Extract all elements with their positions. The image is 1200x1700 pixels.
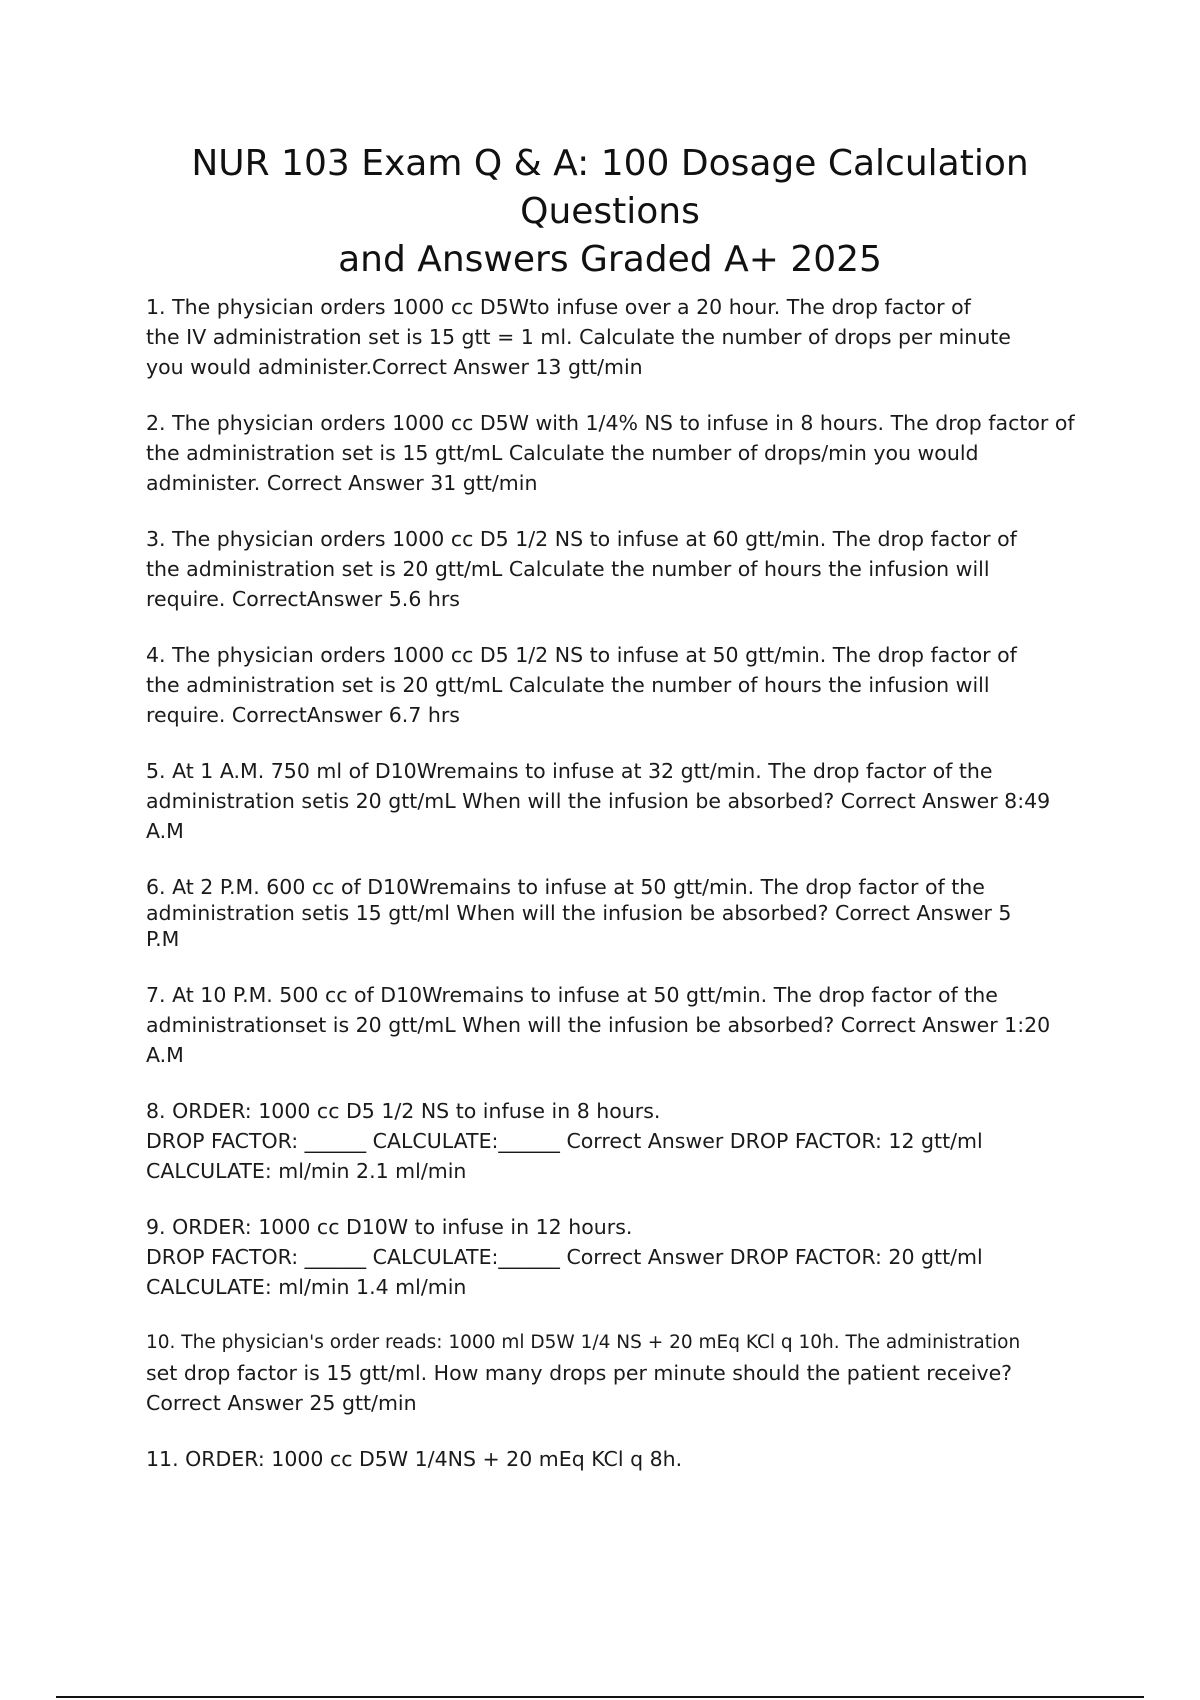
question-8: [146, 1096, 1086, 1186]
question-7: [146, 980, 1086, 1070]
question-line: CALCULATE: ml/min 2.1 ml/min: [146, 1159, 467, 1183]
question-line: administration setis 15 gtt/ml When will the infusion be absorbed? Correct Answer 5: [146, 901, 1012, 925]
question-line: require. CorrectAnswer 5.6 hrs: [146, 587, 460, 611]
title-line-2: and Answers Graded A+ 2025: [338, 239, 882, 280]
question-line: 10. The physician's order reads: 1000 ml D5W 1/4 NS + 20 mEq KCl q 10h. The administration: [146, 1332, 1021, 1353]
question-line: DROP FACTOR: ______ CALCULATE:______ Correct Answer DROP FACTOR: 20 gtt/ml: [146, 1245, 983, 1269]
question-list: [146, 292, 1086, 1500]
question-line: 3. The physician orders 1000 cc D5 1/2 NS to infuse at 60 gtt/min. The drop factor of: [146, 527, 1017, 551]
question-line: the IV administration set is 15 gtt = 1 ml. Calculate the number of drops per minute: [146, 325, 1011, 349]
question-line: A.M: [146, 1043, 184, 1067]
question-line: administer. Correct Answer 31 gtt/min: [146, 471, 538, 495]
question-line: 4. The physician orders 1000 cc D5 1/2 NS to infuse at 50 gtt/min. The drop factor of: [146, 643, 1017, 667]
question-line: 11. ORDER: 1000 cc D5W 1/4NS + 20 mEq KCl q 8h.: [146, 1447, 683, 1471]
page-bottom-rule: [56, 1696, 1144, 1698]
question-3: [146, 524, 1086, 614]
question-6: [146, 872, 1086, 954]
question-line: DROP FACTOR: ______ CALCULATE:______ Correct Answer DROP FACTOR: 12 gtt/ml: [146, 1129, 983, 1153]
question-line: A.M: [146, 819, 184, 843]
question-line: require. CorrectAnswer 6.7 hrs: [146, 703, 460, 727]
question-line: 8. ORDER: 1000 cc D5 1/2 NS to infuse in 8 hours.: [146, 1099, 661, 1123]
question-line: 6. At 2 P.M. 600 cc of D10Wremains to infuse at 50 gtt/min. The drop factor of the: [146, 875, 985, 899]
question-line: administration setis 20 gtt/mL When will the infusion be absorbed? Correct Answer 8:49: [146, 789, 1051, 813]
question-line: administrationset is 20 gtt/mL When will the infusion be absorbed? Correct Answer 1:20: [146, 1013, 1051, 1037]
question-line: 5. At 1 A.M. 750 ml of D10Wremains to infuse at 32 gtt/min. The drop factor of the: [146, 759, 993, 783]
question-4: [146, 640, 1086, 730]
question-5: [146, 756, 1086, 846]
question-line: P.M: [146, 927, 180, 951]
question-11: [146, 1444, 1086, 1474]
question-9: [146, 1212, 1086, 1302]
question-line: the administration set is 20 gtt/mL Calculate the number of hours the infusion will: [146, 673, 990, 697]
question-1: [146, 292, 1086, 382]
question-line: the administration set is 15 gtt/mL Calculate the number of drops/min you would: [146, 441, 979, 465]
question-2: [146, 408, 1086, 498]
question-line: the administration set is 20 gtt/mL Calculate the number of hours the infusion will: [146, 557, 990, 581]
question-10: [146, 1328, 1086, 1418]
document-title: [110, 140, 1110, 284]
question-line: Correct Answer 25 gtt/min: [146, 1391, 417, 1415]
question-line: 2. The physician orders 1000 cc D5W with 1/4% NS to infuse in 8 hours. The drop factor of: [146, 411, 1075, 435]
question-line: CALCULATE: ml/min 1.4 ml/min: [146, 1275, 467, 1299]
title-line-1: NUR 103 Exam Q & A: 100 Dosage Calculation Questions: [191, 143, 1029, 232]
question-line: you would administer.Correct Answer 13 gtt/min: [146, 355, 643, 379]
question-line: 1. The physician orders 1000 cc D5Wto infuse over a 20 hour. The drop factor of: [146, 295, 971, 319]
question-line: 9. ORDER: 1000 cc D10W to infuse in 12 hours.: [146, 1215, 633, 1239]
question-line: 7. At 10 P.M. 500 cc of D10Wremains to infuse at 50 gtt/min. The drop factor of the: [146, 983, 998, 1007]
question-line: set drop factor is 15 gtt/ml. How many drops per minute should the patient receive?: [146, 1361, 1013, 1385]
